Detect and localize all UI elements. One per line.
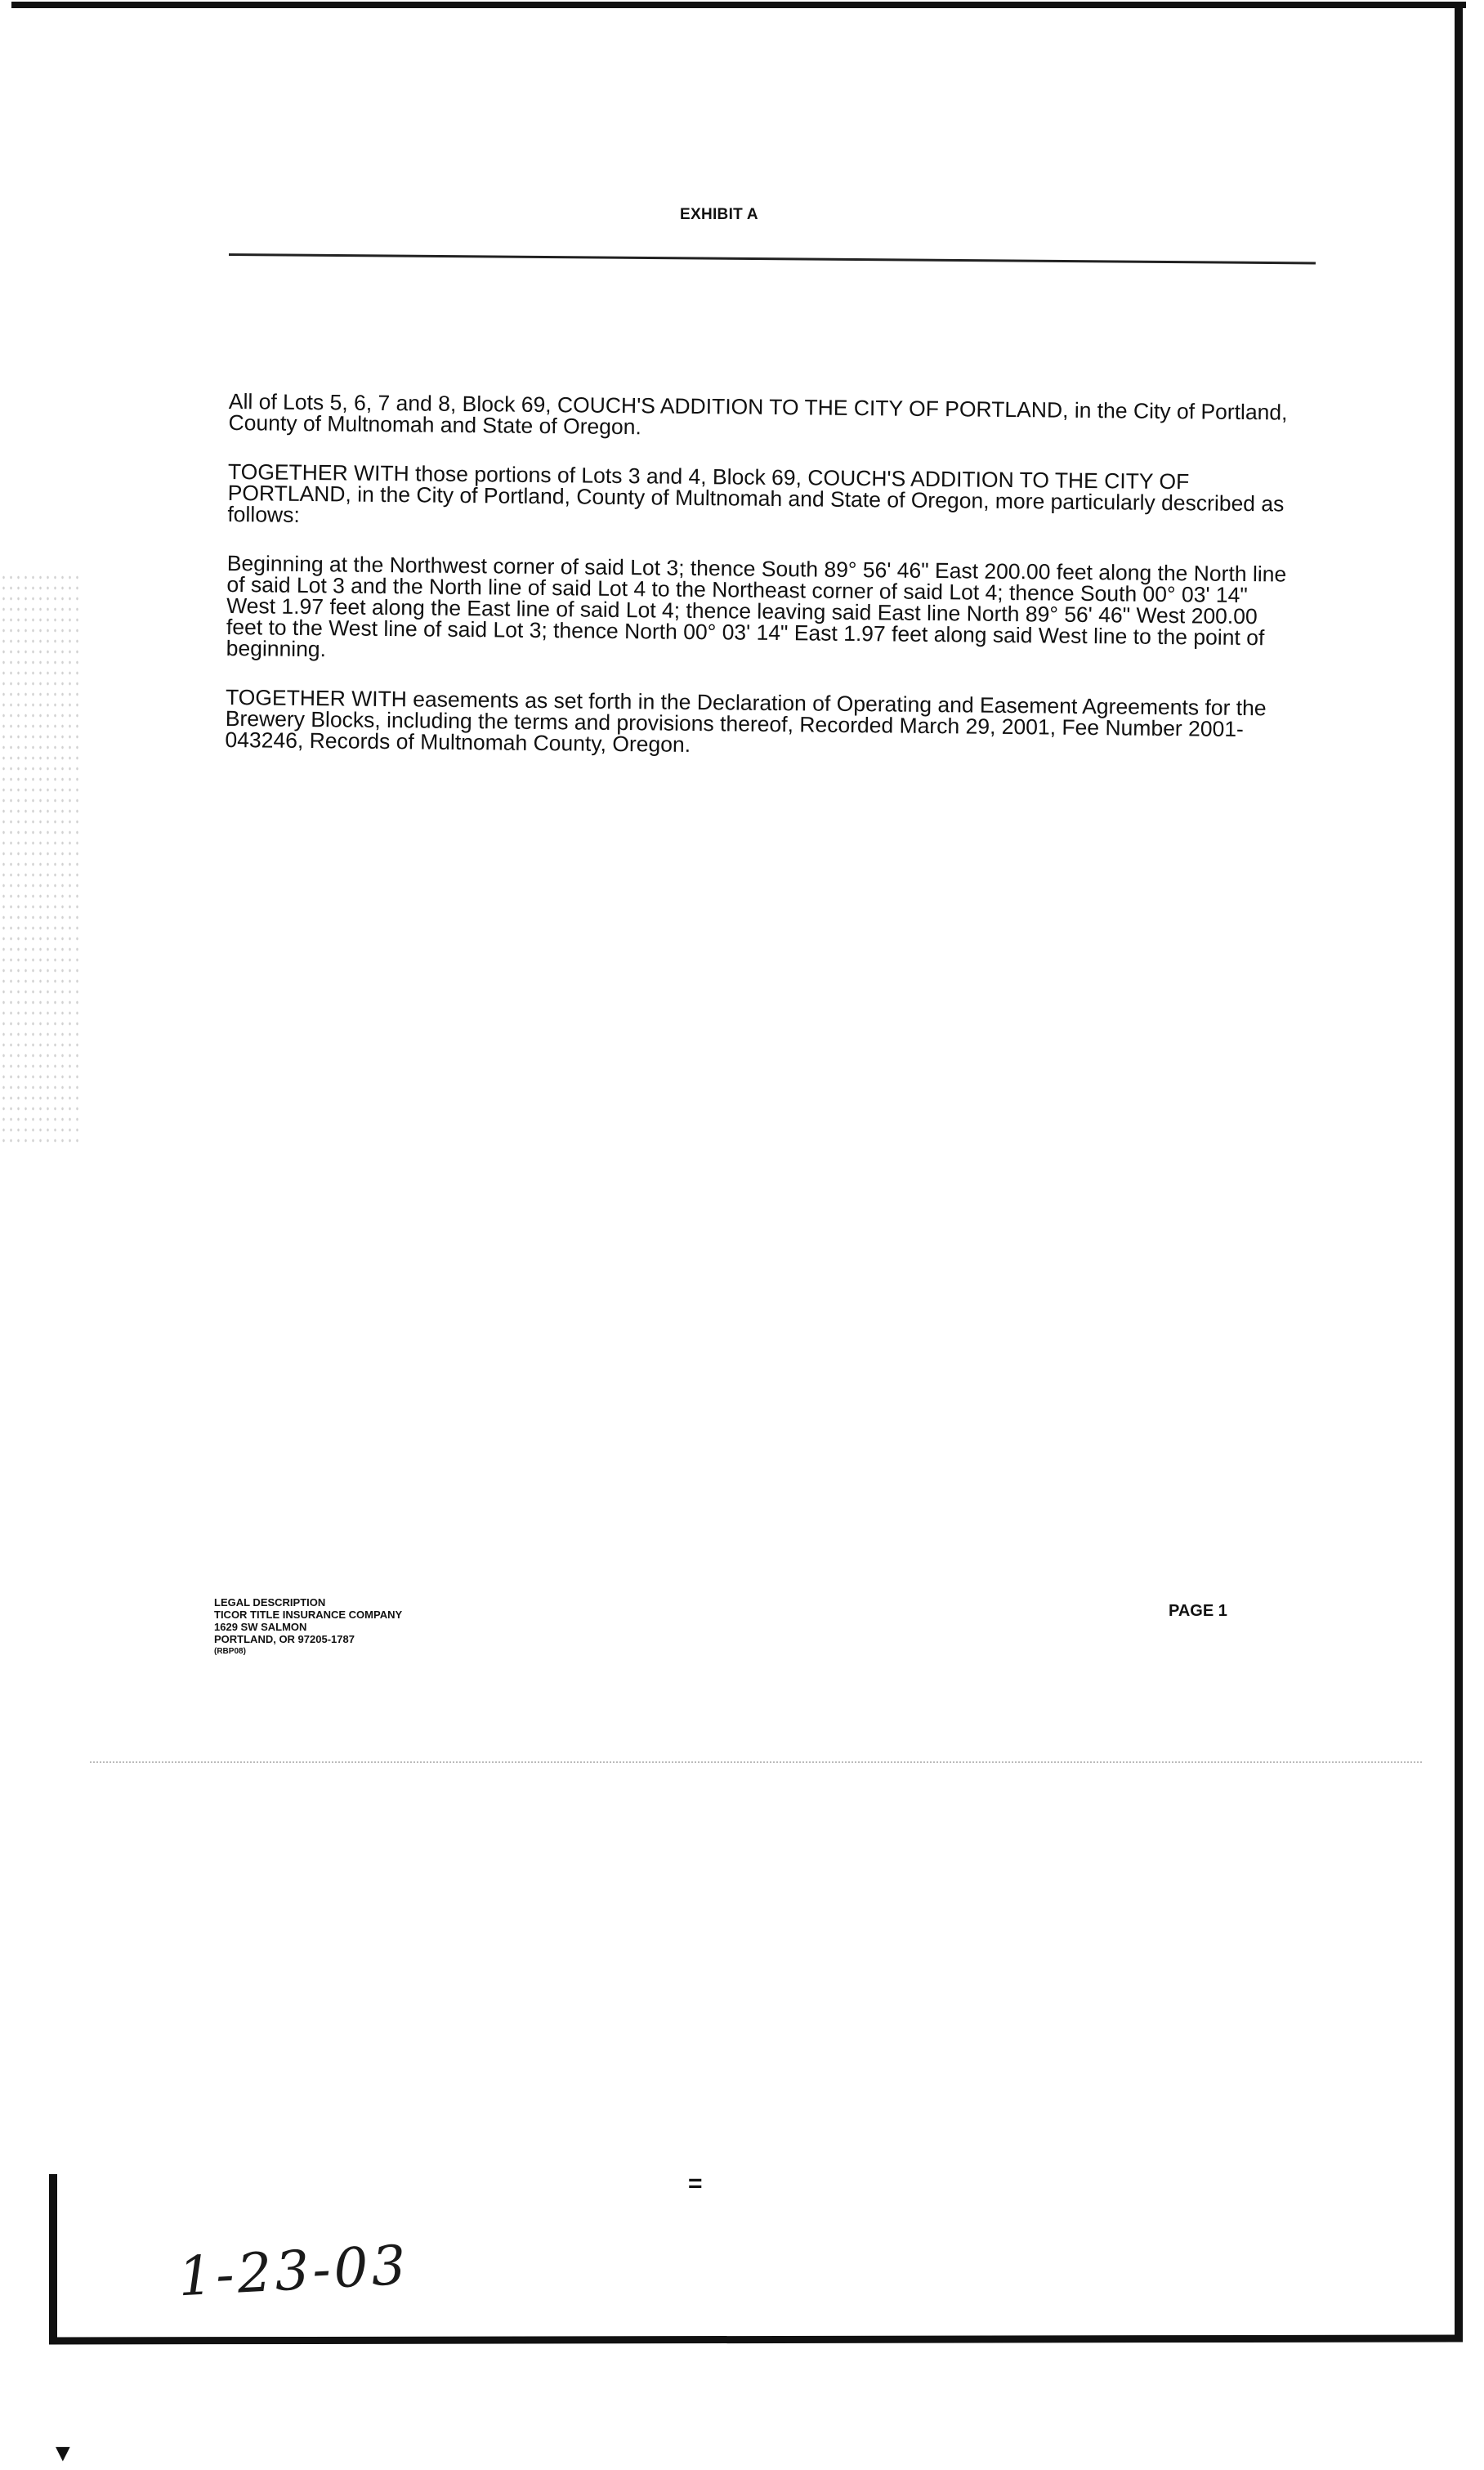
paragraph-together-portions: TOGETHER WITH those portions of Lots 3 and 4, Block 69, COUCH'S ADDITION TO THE CITY OF PORTLAND, in the City of Portland, County of Multnomah and State of Oregon, more particularly described as follows: — [227, 459, 1285, 527]
footer-line-legal: LEGAL DESCRIPTION — [214, 1596, 326, 1609]
footer-form-code: (RBP08) — [214, 1647, 246, 1656]
corner-mark-icon: ▼ — [51, 2440, 75, 2467]
ink-mark: = — [688, 2170, 703, 2197]
paragraph-metes-bounds: Beginning at the Northwest corner of said Lot 3; thence South 89° 56' 46" East 200.00 feet along the North line of said Lot 3 and the North line of said Lot 4 to the Northeast corner of said Lot 4; thence South 00° 03' 14" West 1.97 feet along the East line of said Lot 4; thence leaving said East line North 89° 56' 46" West 200.00 feet to the West line of said Lot 3; thence North 00° 03' 14" East 1.97 feet along said West line to the point of beginning. — [226, 550, 1287, 662]
footer-line-city: PORTLAND, OR 97205-1787 — [214, 1633, 355, 1645]
exhibit-title: EXHIBIT A — [680, 206, 758, 223]
scan-edge-line — [90, 1761, 1422, 1763]
footer-line-street: 1629 SW SALMON — [214, 1621, 307, 1633]
handwritten-date: 1-23-03 — [177, 2233, 411, 2309]
frame-right-border — [1455, 2, 1463, 2339]
paragraph-easements: TOGETHER WITH easements as set forth in the Declaration of Operating and Easement Agreements for the Brewery Blocks, including the terms and provisions thereof, Recorded March 29, 2001, Fee Number 2001-043246, Records of Multnomah County, Oregon. — [225, 684, 1267, 757]
legal-description-body — [225, 391, 1291, 790]
footer-line-company: TICOR TITLE INSURANCE COMPANY — [214, 1609, 403, 1621]
page-number: PAGE 1 — [1169, 1602, 1227, 1620]
scan-noise — [0, 572, 82, 1144]
frame-top-border — [11, 2, 1466, 8]
frame-left-border — [49, 2174, 57, 2342]
frame-bottom-border — [49, 2334, 1463, 2344]
title-rule — [229, 253, 1316, 264]
paragraph-lots: All of Lots 5, 6, 7 and 8, Block 69, COUCH'S ADDITION TO THE CITY OF PORTLAND, in the City of Portland, County of Multnomah and State of Oregon. — [228, 389, 1288, 440]
footer-company-block — [214, 1596, 402, 1658]
